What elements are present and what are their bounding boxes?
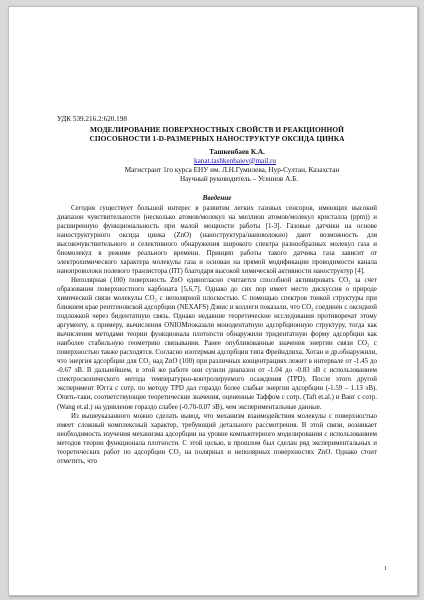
author-affiliation: Магистрант 1го курса ЕНУ им. Л.Н.Гумилева, Нур-Султан, Казахстан — [124, 165, 340, 174]
document-page — [8, 6, 418, 596]
author-name: Ташкенбаев К.А. — [209, 147, 265, 156]
body-paragraph: Неполярная (100) поверхность ZnO единогласно считается способной активировать CO₂ за счет образования поверхностного карбоната [5,6,7]. Однако до сих пор имеет место дискуссия о природе химической связи молекулы CO₂ с неполярной плоскостью. С помощью спектров тонкой структуры при ближнем крае рентгеновской адсорбции (NEXAFS) Дэвис и коллеги показали, что CO₂ соединен с оксидной подложкой через бидентатную связь. Однако недавние теоретические исследования противоречат этому аргументу, к примеру, вычисления ONIOMпоказали монодентатную адсорбционную структуру, тогда как вычисления методами теории функционала плотности обнаружили тридентатную форму адсорбции как наиболее стабильную геометрию связывания. Ранее опубликованные значения энергии связи CO₂ с поверхностью также расходятся. Согласно изотермам адсорбции типа Фрейндлиха, Хотан и др.обнаружили, что энергия адсорбции для CO₂ над ZnO (100) при различных концентрациях лежит в интервале от -1.45 до -0.67 эВ. В дальнейшем, в этой же работе они сузили диапазон от -1.04 до -0.83 эВ с использованием спектроскопического метода температурно-контролируемого осаждения (TPD). После этого другой эксперимент Югга с сотр. по методу TPD дал гораздо более слабые энергии адсорбции (-1.59 – 1.13 эВ). Опять-таки, соответствующие теоретические значения, оцененные Таффом с сотр. (Taft et.al.) и Ванг с сотр. (Wang et.al.) на удивление гораздо слабее (-0.70-0.07 эВ), чем экспериментальные данные. — [57, 276, 377, 411]
author-email-link[interactable]: kanat.tashkenbaiev@mail.ru — [193, 156, 277, 165]
body-paragraph: Сегодня существует большой интерес в развитии легких газовых сенсоров, имеющих высокий диапазон чувствительности (несколько атомов/молекул на миллион атомов/молекул кристалла (ppm)) и расширенную функциональность при малой мощности работы [1-3]. Газовые датчики на основе наноструктурного оксида цинка (ZnO) (наноструктура/нановолокно) дают возможность для высокочувствительного и селективного обнаружения широкого спектра разнообразных молекул газа и биомолекул в режиме реального времени. Принцип работы такого датчика газа зависит от электрохимического характера молекулы газа и основан на прямой модификации проводимости канала нанопроволоки полевого транзистора (ПТ) благодаря высокой химической активности наноструктур [4]. — [57, 204, 377, 275]
body-paragraph: Из вышеуказанного можно сделать вывод, что механизм взаимодействия молекулы с поверхностью имеет сложный комплексный характер, требующий детального рассмотрения. В этой связи, возникает необходимость изучения механизма адсорбции на уровне компьютерного моделирования с использованием методов теории функционала плотности. С этой целью, в прошлом был сделан ряд экспериментальных и теоретических работ по адсорбции CO₂ на полярных и неполярных поверхностях ZnO. Однако стоит отметить, что — [57, 412, 377, 465]
page-number: 1 — [383, 565, 387, 572]
author-block — [57, 148, 377, 184]
udc-code: УДК 539.216.2:620.198 — [57, 115, 127, 123]
section-heading: Введение — [202, 193, 232, 202]
article-title: МОДЕЛИРОВАНИЕ ПОВЕРХНОСТНЫХ СВОЙСТВ И РЕАКЦИОННОЙ СПОСОБНОСТИ 1-D-РАЗМЕРНЫХ НАНОСТРУКТУР ОКСИДА ЦИНКА — [89, 124, 345, 143]
scientific-advisor: Научный руководитель – Усеннов А.Б. — [179, 174, 299, 183]
page-content — [57, 115, 377, 466]
